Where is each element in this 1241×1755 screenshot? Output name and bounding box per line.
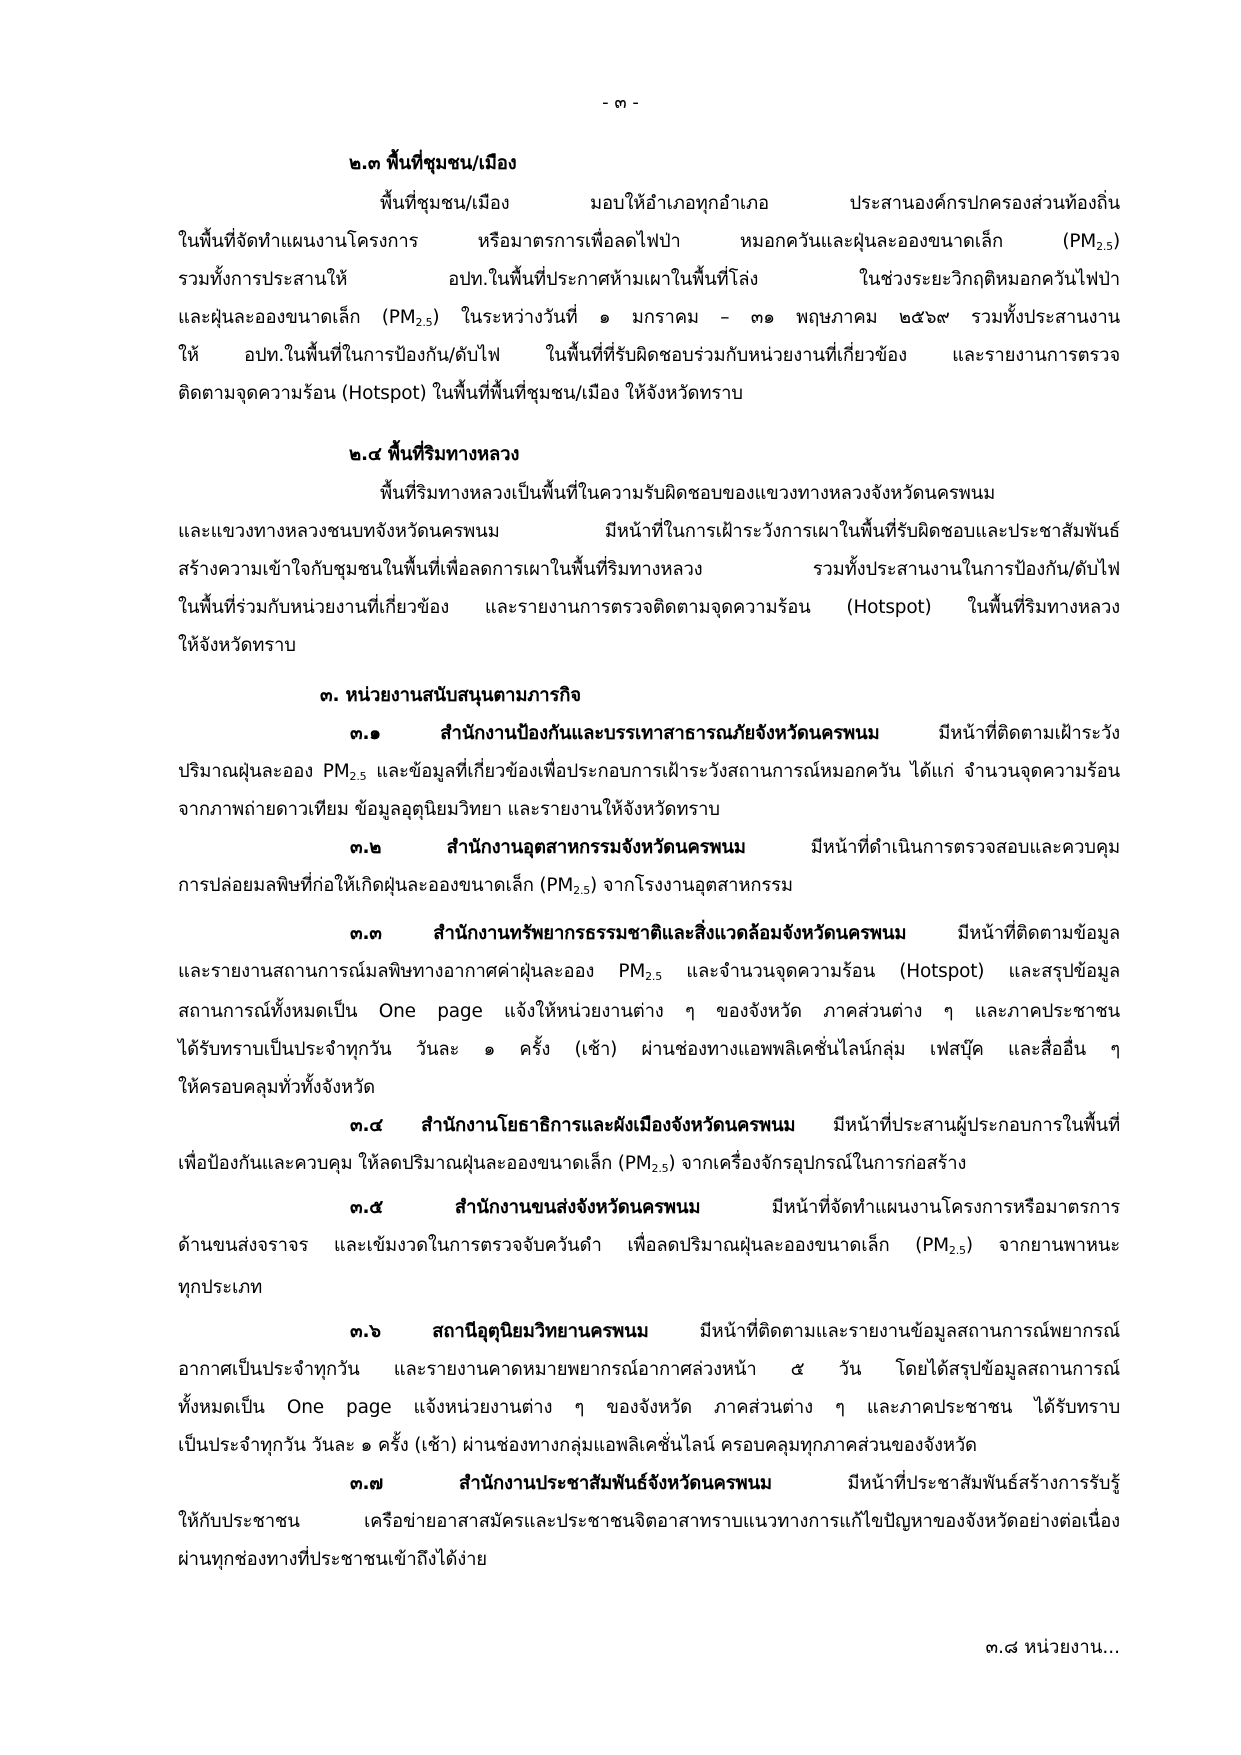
item-3-1-line <box>350 722 1120 746</box>
item-3-3-line <box>350 922 1120 946</box>
text: ) ในระหว่างวันที่ ๑ มกราคม – ๓๑ พฤษภาคม ๒๕๖๙ รวมทั้งประสานงาน <box>432 307 1120 328</box>
text: ในพื้นที่จัดทำแผนงานโครงการ หรือมาตรการเพื่อลดไฟป่า หมอกควันและฝุ่นละอองขนาดเล็ก (PM <box>178 231 1097 252</box>
paragraph-line: สถานการณ์ทั้งหมดเป็น One page แจ้งให้หน่วยงานต่าง ๆ ของจังหวัด ภาคส่วนต่าง ๆ และภาคประชาชน <box>178 1001 1120 1022</box>
paragraph-line: ให้จังหวัดทราบ <box>178 635 296 656</box>
section-heading-2-3: ๒.๓ พื้นที่ชุมชน/เมือง <box>349 153 517 174</box>
pm-subscript: 2.5 <box>573 884 591 897</box>
item-title: ๓.๕ สำนักงานขนส่งจังหวัดนครพนม <box>350 1197 701 1218</box>
text: เพื่อป้องกันและควบคุม ให้ลดปริมาณฝุ่นละอองขนาดเล็ก (PM <box>178 1153 652 1174</box>
text: ) จากโรงงานอุตสาหกรรม <box>590 875 793 896</box>
item-3-4-line <box>350 1114 1120 1138</box>
item-title: ๓.๓ สำนักงานทรัพยากรธรรมชาติและสิ่งแวดล้อมจังหวัดนครพนม <box>350 923 907 944</box>
text: ปริมาณฝุ่นละออง PM <box>178 761 350 782</box>
pm-subscript: 2.5 <box>651 1162 669 1175</box>
paragraph-line: ให้กับประชาชน เครือข่ายอาสาสมัครและประชาชนจิตอาสาทราบแนวทางการแก้ไขปัญหาของจังหวัดอย่างต่อเนื่อง <box>178 1511 1120 1532</box>
paragraph-line <box>178 1152 966 1176</box>
pm-subscript: 2.5 <box>415 316 433 329</box>
text: ด้านขนส่งจราจร และเข้มงวดในการตรวจจับควันดำ เพื่อลดปริมาณฝุ่นละอองขนาดเล็ก (PM <box>178 1235 949 1256</box>
paragraph-line: อากาศเป็นประจำทุกวัน และรายงานคาดหมายพยากรณ์อากาศล่วงหน้า ๕ วัน โดยได้สรุปข้อมูลสถานการณ์ <box>178 1359 1120 1380</box>
text: และรายงานสถานการณ์มลพิษทางอากาศค่าฝุ่นละออง PM <box>178 961 646 982</box>
pm-subscript: 2.5 <box>645 970 663 983</box>
text: ) <box>1112 231 1120 252</box>
paragraph-line: พื้นที่ริมทางหลวงเป็นพื้นที่ในความรับผิดชอบของแขวงทางหลวงจังหวัดนครพนม <box>380 483 996 504</box>
text: การปล่อยมลพิษที่ก่อให้เกิดฝุ่นละอองขนาดเล็ก (PM <box>178 875 574 896</box>
paragraph-line: จากภาพถ่ายดาวเทียม ข้อมูลอุตุนิยมวิทยา และรายงานให้จังหวัดทราบ <box>178 799 720 820</box>
item-3-7-line <box>350 1472 1120 1496</box>
paragraph-line: ได้รับทราบเป็นประจำทุกวัน วันละ ๑ ครั้ง (เช้า) ผ่านช่องทางแอพพลิเคชั่นไลน์กลุ่ม เฟสบุ๊ค และสื่ออื่น ๆ <box>178 1039 1120 1060</box>
page-number: - ๓ - <box>602 92 639 113</box>
paragraph-line <box>178 760 1120 784</box>
item-title: ๓.๖ สถานีอุตุนิยมวิทยานครพนม <box>350 1321 649 1342</box>
paragraph-line <box>178 230 1120 254</box>
paragraph-line <box>178 874 793 898</box>
paragraph-line <box>178 960 1120 984</box>
item-title: ๓.๒ สำนักงานอุตสาหกรรมจังหวัดนครพนม <box>350 837 746 858</box>
text: ) จากเครื่องจักรอุปกรณ์ในการก่อสร้าง <box>668 1153 967 1174</box>
paragraph-line: ในพื้นที่ร่วมกับหน่วยงานที่เกี่ยวข้อง และรายงานการตรวจติดตามจุดความร้อน (Hotspot) ในพื้นที่ริมทางหลวง <box>178 597 1120 618</box>
paragraph-line: ผ่านทุกช่องทางที่ประชาชนเข้าถึงได้ง่าย <box>178 1549 487 1570</box>
section-heading-2-4: ๒.๔ พื้นที่ริมทางหลวง <box>349 444 520 465</box>
paragraph-line: ติดตามจุดความร้อน (Hotspot) ในพื้นที่พื้นที่ชุมชน/เมือง ให้จังหวัดทราบ <box>178 383 743 404</box>
paragraph-line: ให้ อปท.ในพื้นที่ในการป้องกัน/ดับไฟ ในพื้นที่ที่รับผิดชอบร่วมกับหน่วยงานที่เกี่ยวข้อง และรายงานการตรวจ <box>178 345 1120 366</box>
paragraph-line: เป็นประจำทุกวัน วันละ ๑ ครั้ง (เช้า) ผ่านช่องทางกลุ่มแอพลิเคชั่นไลน์ ครอบคลุมทุกภาคส่วนของจังหวัด <box>178 1435 977 1456</box>
text: และฝุ่นละอองขนาดเล็ก (PM <box>178 307 416 328</box>
item-3-2-line <box>350 836 1120 860</box>
text: มีหน้าที่ติดตามข้อมูล <box>906 923 1121 944</box>
paragraph-line: ทั้งหมดเป็น One page แจ้งหน่วยงานต่าง ๆ ของจังหวัด ภาคส่วนต่าง ๆ และภาคประชาชน ได้รับทราบ <box>178 1397 1120 1418</box>
item-3-5-line <box>350 1196 1120 1220</box>
paragraph-line: ให้ครอบคลุมทั่วทั้งจังหวัด <box>178 1077 375 1098</box>
item-title: ๓.๗ สำนักงานประชาสัมพันธ์จังหวัดนครพนม <box>350 1473 772 1494</box>
item-title: ๓.๔ สำนักงานโยธาธิการและผังเมืองจังหวัดนครพนม <box>350 1115 796 1136</box>
pm-subscript: 2.5 <box>349 770 367 783</box>
paragraph-line: พื้นที่ชุมชน/เมือง มอบให้อำเภอทุกอำเภอ ประสานองค์กรปกครองส่วนท้องถิ่น <box>380 193 1120 214</box>
paragraph-line: และแขวงทางหลวงชนบทจังหวัดนครพนม มีหน้าที่ในการเฝ้าระวังการเผาในพื้นที่รับผิดชอบและประชาสัมพันธ์ <box>178 521 1120 542</box>
text: มีหน้าที่ประสานผู้ประกอบการในพื้นที่ <box>795 1115 1120 1136</box>
text: มีหน้าที่ติดตามและรายงานข้อมูลสถานการณ์พยากรณ์ <box>648 1321 1120 1342</box>
text: และจำนวนจุดความร้อน (Hotspot) และสรุปข้อมูล <box>662 961 1120 982</box>
item-3-6-line <box>350 1320 1120 1344</box>
pm-subscript: 2.5 <box>1096 240 1113 253</box>
pm-subscript: 2.5 <box>948 1244 966 1257</box>
text: และข้อมูลที่เกี่ยวข้องเพื่อประกอบการเฝ้าระวังสถานการณ์หมอกควัน ได้แก่ จำนวนจุดความร้อน <box>366 761 1120 782</box>
continuation-note: ๓.๘ หน่วยงาน... <box>985 1637 1120 1658</box>
item-title: ๓.๑ สำนักงานป้องกันและบรรเทาสาธารณภัยจังหวัดนครพนม <box>350 723 880 744</box>
text: มีหน้าที่ประชาสัมพันธ์สร้างการรับรู้ <box>771 1473 1120 1494</box>
paragraph-line <box>178 306 1120 330</box>
paragraph-line <box>178 1234 1120 1258</box>
text: มีหน้าที่ติดตามเฝ้าระวัง <box>879 723 1120 744</box>
text: มีหน้าที่จัดทำแผนงานโครงการหรือมาตรการ <box>700 1197 1121 1218</box>
text: มีหน้าที่ดำเนินการตรวจสอบและควบคุม <box>745 837 1120 858</box>
paragraph-line: ทุกประเภท <box>178 1277 263 1298</box>
section-heading-3: ๓. หน่วยงานสนับสนุนตามภารกิจ <box>320 685 581 706</box>
paragraph-line: รวมทั้งการประสานให้ อปท.ในพื้นที่ประกาศห้ามเผาในพื้นที่โล่ง ในช่วงระยะวิกฤติหมอกควันไฟป่า <box>178 269 1120 290</box>
text: ) จากยานพาหนะ <box>965 1235 1120 1256</box>
paragraph-line: สร้างความเข้าใจกับชุมชนในพื้นที่เพื่อลดการเผาในพื้นที่ริมทางหลวง รวมทั้งประสานงานในการป้องกัน/ดับไฟ <box>178 559 1120 580</box>
